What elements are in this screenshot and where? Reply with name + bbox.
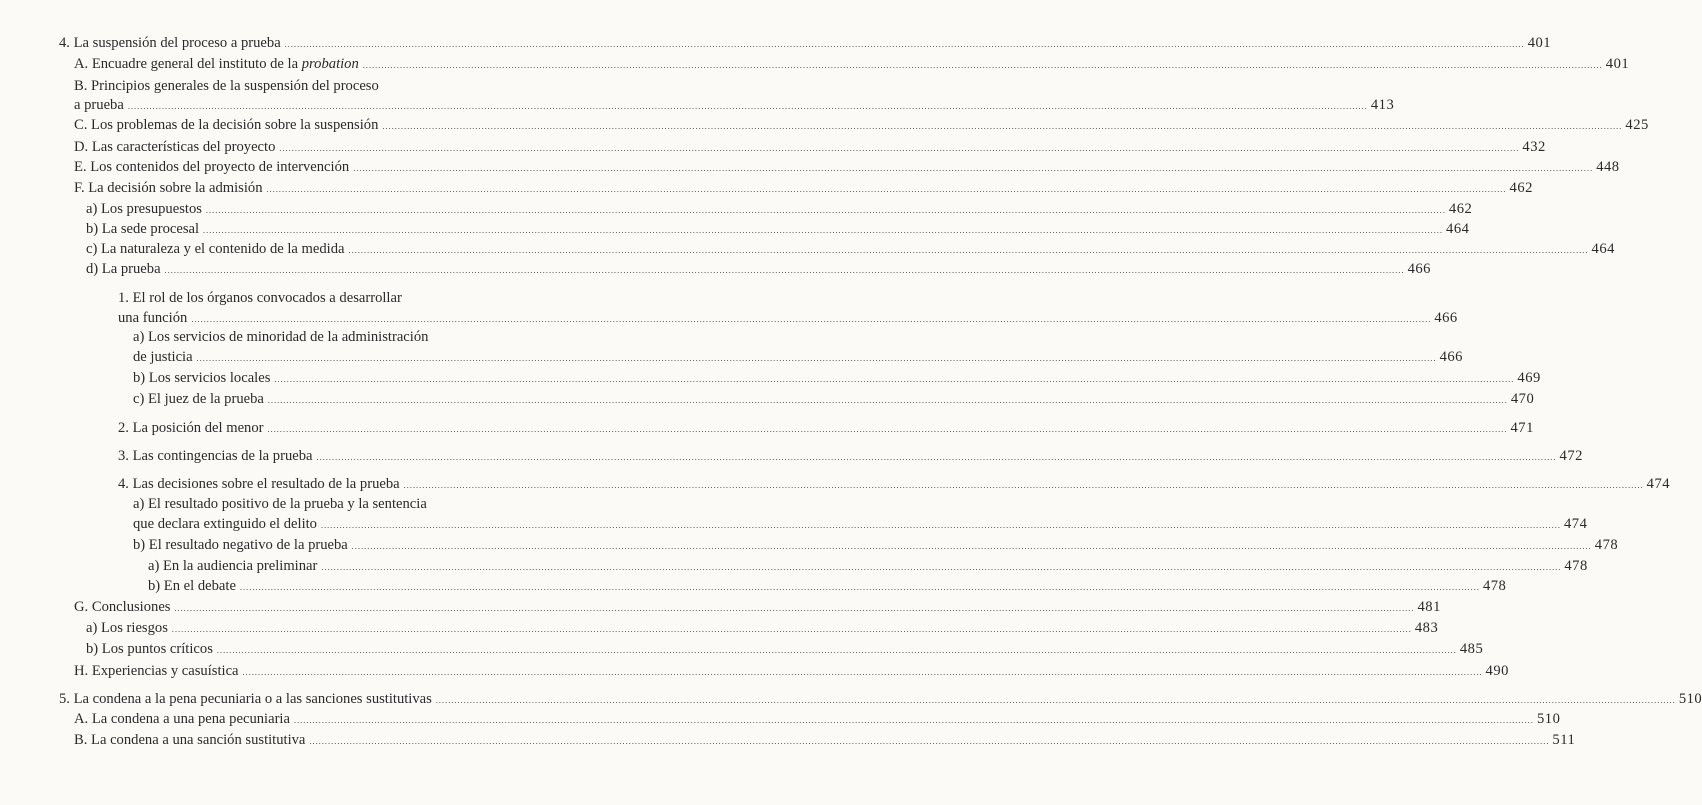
- page-number: 478: [1594, 537, 1619, 553]
- dot-leader: ................................................................................................................................................................................................................................................................................................................................................................................................................: [382, 122, 1623, 131]
- dot-leader: ................................................................................................................................................................................................................................................................................................................................................................................................................: [403, 481, 1644, 490]
- toc-entry: [74, 116, 1649, 136]
- toc-entry-title: c) El juez de la prueba: [133, 391, 264, 407]
- toc-entry: [74, 158, 1620, 178]
- toc-entry-title: d) La prueba: [86, 261, 161, 277]
- dot-leader: ................................................................................................................................................................................................................................................................................................................................................................................................................: [239, 583, 1480, 592]
- dot-leader: ................................................................................................................................................................................................................................................................................................................................................................................................................: [203, 226, 1444, 235]
- page-number: 490: [1485, 663, 1509, 679]
- dot-leader: ................................................................................................................................................................................................................................................................................................................................................................................................................: [353, 164, 1594, 173]
- toc-entry-title: que declara extinguido el delito: [133, 516, 317, 532]
- toc-entry-title: C. Los problemas de la decisión sobre la suspensión: [74, 117, 379, 133]
- toc-entry: [74, 55, 1630, 75]
- dot-leader: ................................................................................................................................................................................................................................................................................................................................................................................................................: [267, 396, 1508, 405]
- page-number: 483: [1414, 620, 1439, 636]
- dot-leader: ................................................................................................................................................................................................................................................................................................................................................................................................................: [242, 668, 1483, 677]
- page-number: 485: [1459, 641, 1484, 657]
- toc-entry: [133, 348, 1463, 368]
- dot-leader: ................................................................................................................................................................................................................................................................................................................................................................................................................: [216, 646, 1457, 655]
- toc-entry: [118, 419, 1534, 439]
- toc-entry: [59, 34, 1552, 54]
- toc-entry: [133, 390, 1535, 410]
- page-number: 448: [1596, 159, 1620, 175]
- dot-leader: ................................................................................................................................................................................................................................................................................................................................................................................................................: [266, 185, 1507, 194]
- toc-entry-title: de justicia: [133, 349, 193, 365]
- toc-entry-title: A. La condena a una pena pecuniaria: [74, 711, 290, 727]
- toc-entry: [118, 309, 1458, 329]
- toc-entry-title: 4. La suspensión del proceso a prueba: [59, 35, 281, 51]
- toc-entry-title: F. La decisión sobre la admisión: [74, 180, 263, 196]
- dot-leader: ................................................................................................................................................................................................................................................................................................................................................................................................................: [171, 625, 1412, 634]
- toc-entry: [74, 731, 1576, 751]
- dot-leader: ................................................................................................................................................................................................................................................................................................................................................................................................................: [293, 716, 1534, 725]
- dot-leader: ................................................................................................................................................................................................................................................................................................................................................................................................................: [127, 102, 1368, 111]
- toc-entry: [133, 536, 1619, 556]
- page-number: 464: [1446, 221, 1470, 237]
- toc-entry-emphasis: probation: [301, 56, 359, 72]
- page-number: 478: [1564, 558, 1588, 574]
- toc-entry-title: B. Principios generales de la suspensión del proceso: [74, 78, 379, 94]
- toc-entry: [74, 710, 1561, 730]
- page-number: 466: [1439, 349, 1463, 365]
- toc-entry-title: 2. La posición del menor: [118, 420, 264, 436]
- dot-leader: ................................................................................................................................................................................................................................................................................................................................................................................................................: [321, 563, 1562, 572]
- toc-entry: [86, 260, 1431, 280]
- page-number: 432: [1522, 139, 1546, 155]
- toc-entry-title: 5. La condena a la pena pecuniaria o a las sanciones sustitutivas: [59, 691, 432, 707]
- toc-entry-title: a) Los servicios de minoridad de la administración: [133, 329, 429, 345]
- page-number: 469: [1517, 370, 1541, 386]
- toc-entry: [74, 138, 1546, 158]
- dot-leader: ................................................................................................................................................................................................................................................................................................................................................................................................................: [279, 144, 1520, 153]
- dot-leader: ................................................................................................................................................................................................................................................................................................................................................................................................................: [274, 375, 1515, 384]
- toc-entry: [74, 179, 1533, 199]
- toc-entry-title: a) El resultado positivo de la prueba y la sentencia: [133, 496, 427, 512]
- page-number: 471: [1510, 420, 1534, 436]
- dot-leader: ................................................................................................................................................................................................................................................................................................................................................................................................................: [196, 354, 1437, 363]
- toc-entry: [86, 640, 1484, 660]
- toc-entry: [86, 240, 1615, 260]
- toc-entry-title: b) Los puntos críticos: [86, 641, 213, 657]
- toc-entry-title: 1. El rol de los órganos convocados a desarrollar: [118, 290, 402, 306]
- toc-entry: [74, 598, 1441, 618]
- toc-entry-title: b) El resultado negativo de la prueba: [133, 537, 348, 553]
- toc-entry-title: una función: [118, 310, 188, 326]
- dot-leader: ................................................................................................................................................................................................................................................................................................................................................................................................................: [362, 61, 1603, 70]
- page-number: 413: [1370, 97, 1395, 113]
- toc-entry: [148, 557, 1588, 577]
- page-number: 511: [1552, 732, 1576, 748]
- toc-entry: [118, 475, 1671, 495]
- toc-entry-title: A. Encuadre general del instituto de la probation: [74, 56, 359, 72]
- dot-leader: ................................................................................................................................................................................................................................................................................................................................................................................................................: [309, 737, 1550, 746]
- toc-entry-title: b) En el debate: [148, 578, 236, 594]
- dot-leader: ................................................................................................................................................................................................................................................................................................................................................................................................................: [174, 604, 1415, 613]
- toc-entry-title: c) La naturaleza y el contenido de la medida: [86, 241, 345, 257]
- toc-entry: [86, 619, 1439, 639]
- dot-leader: ................................................................................................................................................................................................................................................................................................................................................................................................................: [267, 425, 1508, 434]
- toc-entry-title: a) Los riesgos: [86, 620, 168, 636]
- page-number: 401: [1527, 35, 1552, 51]
- page-number: 481: [1417, 599, 1441, 615]
- page-number: 466: [1407, 261, 1431, 277]
- toc-entry-title: 4. Las decisiones sobre el resultado de la prueba: [118, 476, 400, 492]
- dot-leader: ................................................................................................................................................................................................................................................................................................................................................................................................................: [191, 315, 1432, 324]
- page-number: 401: [1605, 56, 1630, 72]
- page-number: 474: [1563, 516, 1588, 532]
- page-number: 474: [1646, 476, 1671, 492]
- page-number: 466: [1434, 310, 1458, 326]
- toc-entry-title: a) En la audiencia preliminar: [148, 558, 318, 574]
- toc-entry-title: a) Los presupuestos: [86, 201, 202, 217]
- toc-entry: [74, 96, 1395, 116]
- toc-entry: [86, 220, 1470, 240]
- dot-leader: ................................................................................................................................................................................................................................................................................................................................................................................................................: [348, 246, 1589, 255]
- toc-entry-title: B. La condena a una sanción sustitutiva: [74, 732, 306, 748]
- dot-leader: ................................................................................................................................................................................................................................................................................................................................................................................................................: [435, 696, 1676, 705]
- toc-entry: [59, 690, 1702, 710]
- page-number: 510: [1678, 691, 1702, 707]
- dot-leader: ................................................................................................................................................................................................................................................................................................................................................................................................................: [351, 542, 1592, 551]
- dot-leader: ................................................................................................................................................................................................................................................................................................................................................................................................................: [284, 40, 1525, 49]
- page-number: 472: [1559, 448, 1583, 464]
- toc-entry-title: a prueba: [74, 97, 124, 113]
- toc-entry: [133, 369, 1541, 389]
- toc-entry: [86, 200, 1473, 220]
- toc-entry-title: b) La sede procesal: [86, 221, 200, 237]
- page-number: 425: [1625, 117, 1649, 133]
- toc-entry-title: D. Las características del proyecto: [74, 139, 276, 155]
- toc-entry-title: G. Conclusiones: [74, 599, 171, 615]
- toc-entry-title: b) Los servicios locales: [133, 370, 271, 386]
- page-number: 462: [1448, 201, 1473, 217]
- page-number: 462: [1509, 180, 1533, 196]
- page-number: 510: [1536, 711, 1561, 727]
- page-number: 478: [1482, 578, 1507, 594]
- dot-leader: ................................................................................................................................................................................................................................................................................................................................................................................................................: [316, 453, 1557, 462]
- toc-entry-title: 3. Las contingencias de la prueba: [118, 448, 313, 464]
- toc-entry: [118, 447, 1583, 467]
- toc-entry-title: H. Experiencias y casuística: [74, 663, 239, 679]
- toc-entry-title: E. Los contenidos del proyecto de intervención: [74, 159, 350, 175]
- toc-entry: [148, 577, 1507, 597]
- toc-entry: [133, 515, 1588, 535]
- dot-leader: ................................................................................................................................................................................................................................................................................................................................................................................................................: [320, 521, 1561, 530]
- dot-leader: ................................................................................................................................................................................................................................................................................................................................................................................................................: [164, 266, 1405, 275]
- page-number: 470: [1510, 391, 1535, 407]
- toc-entry: [74, 662, 1509, 682]
- dot-leader: ................................................................................................................................................................................................................................................................................................................................................................................................................: [205, 206, 1446, 215]
- page-number: 464: [1591, 241, 1615, 257]
